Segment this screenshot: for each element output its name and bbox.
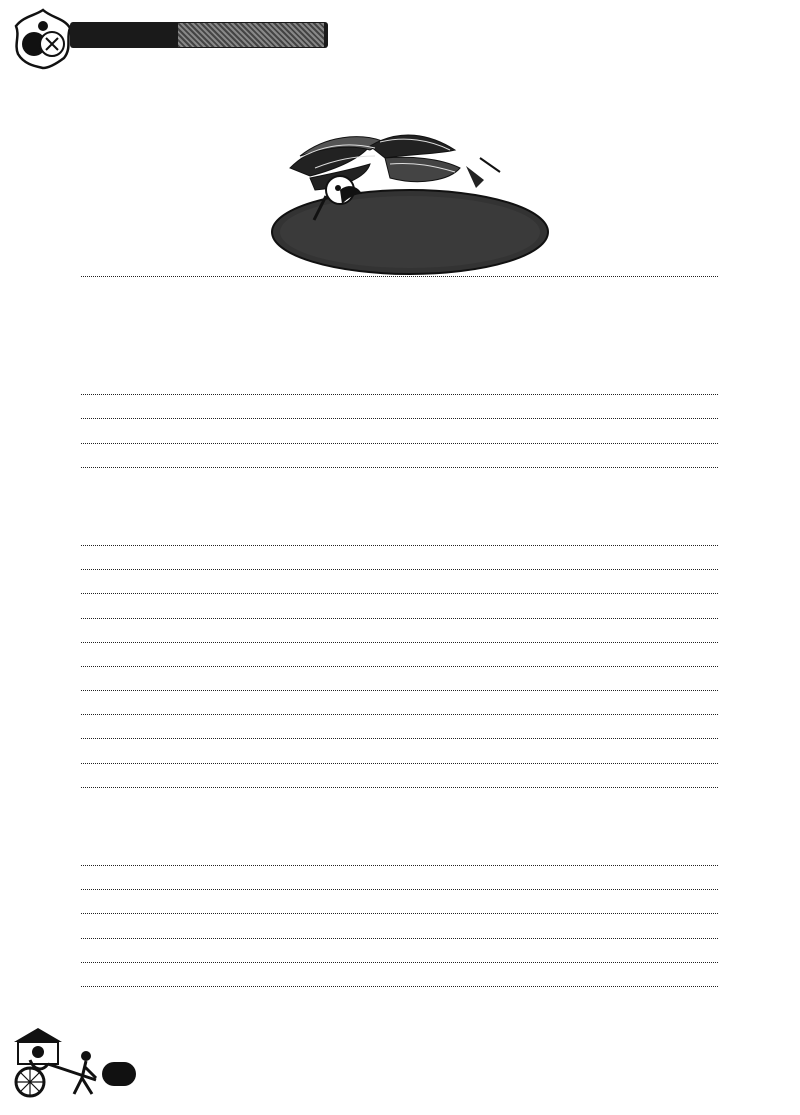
dot-leader (81, 690, 718, 691)
toc-entry[interactable] (78, 471, 721, 495)
dot-leader (81, 394, 718, 395)
page-header (0, 0, 800, 70)
chapter-caption (78, 495, 721, 519)
dot-leader (81, 569, 718, 570)
dot-leader (81, 618, 718, 619)
dot-leader (81, 666, 718, 667)
yin-yang-medallion-icon (12, 8, 74, 70)
dot-leader (81, 763, 718, 764)
table-of-contents (78, 280, 721, 1014)
dot-leader (81, 443, 718, 444)
dot-leader (81, 714, 718, 715)
dot-leader (81, 593, 718, 594)
toc-entry[interactable] (78, 791, 721, 815)
dot-leader (81, 738, 718, 739)
dot-leader (81, 865, 718, 866)
dot-leader (81, 986, 718, 987)
dot-leader (81, 276, 718, 277)
dot-leader (81, 938, 718, 939)
dot-leader (81, 467, 718, 468)
dot-leader (81, 913, 718, 914)
dot-leader (81, 889, 718, 890)
greek-key-border-left (40, 82, 56, 1022)
page-number (102, 1062, 136, 1086)
toc-entry[interactable] (78, 990, 721, 1014)
dot-leader (81, 787, 718, 788)
dot-leader (81, 642, 718, 643)
dot-leader (81, 962, 718, 963)
subtitle-frame (178, 23, 324, 47)
chapter-caption (78, 815, 721, 839)
crane-oval-emblem-icon (270, 128, 550, 278)
dot-leader (81, 418, 718, 419)
dot-leader (81, 545, 718, 546)
chapter-caption (78, 348, 721, 370)
toc-entry-preface[interactable] (78, 280, 721, 304)
rickshaw-figure-icon (8, 1020, 103, 1100)
